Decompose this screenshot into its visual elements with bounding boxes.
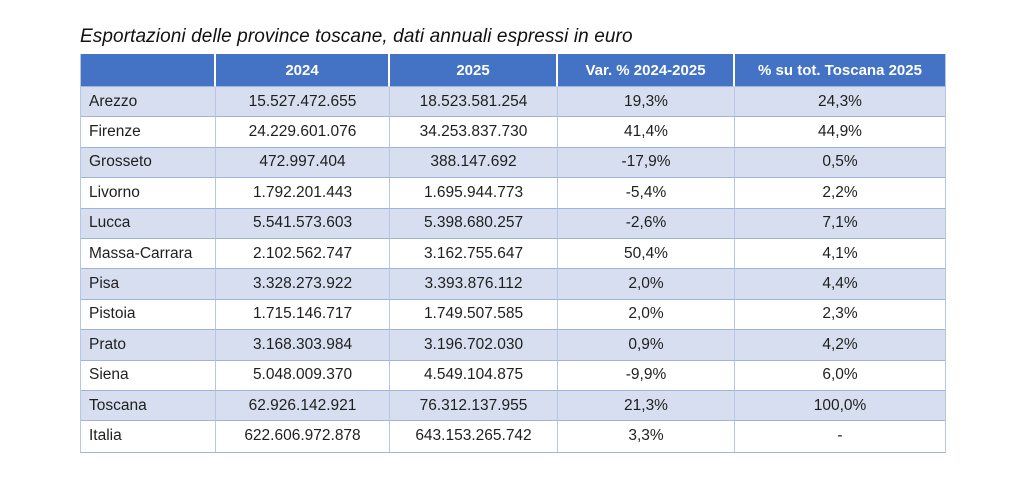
table-row [81,87,945,117]
cell-province: Grosseto [81,148,216,178]
cell-var: 0,9% [558,330,735,360]
cell-province: Siena [81,361,216,391]
cell-share: 0,5% [735,148,945,178]
cell-province: Italia [81,421,216,451]
cell-share: 100,0% [735,391,945,421]
cell-2025: 34.253.837.730 [390,117,558,147]
cell-var: -9,9% [558,361,735,391]
cell-2025: 76.312.137.955 [390,391,558,421]
cell-2024: 472.997.404 [216,148,390,178]
table-row [81,330,945,360]
cell-var: 50,4% [558,239,735,269]
cell-var: -17,9% [558,148,735,178]
cell-2024: 1.715.146.717 [216,300,390,330]
cell-province: Toscana [81,391,216,421]
cell-province: Prato [81,330,216,360]
cell-2024: 3.328.273.922 [216,269,390,299]
cell-province: Pistoia [81,300,216,330]
cell-share: 4,2% [735,330,945,360]
cell-share: 4,1% [735,239,945,269]
cell-2025: 5.398.680.257 [390,209,558,239]
cell-province: Massa-Carrara [81,239,216,269]
table-row [81,117,945,147]
cell-2024: 2.102.562.747 [216,239,390,269]
cell-2025: 3.393.876.112 [390,269,558,299]
cell-2024: 5.541.573.603 [216,209,390,239]
cell-2025: 1.695.944.773 [390,178,558,208]
cell-province: Arezzo [81,87,216,117]
table-row [81,239,945,269]
cell-share: 44,9% [735,117,945,147]
header-cell-share: % su tot. Toscana 2025 [735,54,945,87]
cell-var: 2,0% [558,269,735,299]
cell-share: 24,3% [735,87,945,117]
table-row [81,421,945,451]
cell-2025: 1.749.507.585 [390,300,558,330]
cell-var: 41,4% [558,117,735,147]
cell-2025: 3.196.702.030 [390,330,558,360]
cell-var: 21,3% [558,391,735,421]
header-cell-2025: 2025 [390,54,558,87]
table-row [81,269,945,299]
page-title: Esportazioni delle province toscane, dati annuali espressi in euro [80,26,633,47]
cell-share: 7,1% [735,209,945,239]
cell-2024: 62.926.142.921 [216,391,390,421]
cell-2025: 18.523.581.254 [390,87,558,117]
table-header-row [81,54,945,87]
cell-2025: 4.549.104.875 [390,361,558,391]
cell-province: Livorno [81,178,216,208]
table-row [81,209,945,239]
cell-2025: 643.153.265.742 [390,421,558,451]
cell-province: Lucca [81,209,216,239]
cell-province: Firenze [81,117,216,147]
cell-var: 3,3% [558,421,735,451]
cell-2024: 24.229.601.076 [216,117,390,147]
cell-var: 2,0% [558,300,735,330]
cell-var: 19,3% [558,87,735,117]
cell-share: 2,2% [735,178,945,208]
cell-share: - [735,421,945,451]
table-row [81,178,945,208]
cell-2024: 1.792.201.443 [216,178,390,208]
cell-share: 4,4% [735,269,945,299]
table-row [81,300,945,330]
exports-table [80,54,946,453]
cell-2025: 3.162.755.647 [390,239,558,269]
cell-var: -5,4% [558,178,735,208]
cell-2024: 3.168.303.984 [216,330,390,360]
header-cell-province [81,54,216,87]
table-row [81,391,945,421]
cell-share: 6,0% [735,361,945,391]
cell-2024: 5.048.009.370 [216,361,390,391]
table-row [81,361,945,391]
header-cell-var: Var. % 2024-2025 [558,54,735,87]
cell-share: 2,3% [735,300,945,330]
cell-2024: 15.527.472.655 [216,87,390,117]
cell-2024: 622.606.972.878 [216,421,390,451]
header-cell-2024: 2024 [216,54,390,87]
cell-var: -2,6% [558,209,735,239]
cell-2025: 388.147.692 [390,148,558,178]
cell-province: Pisa [81,269,216,299]
table-row [81,148,945,178]
